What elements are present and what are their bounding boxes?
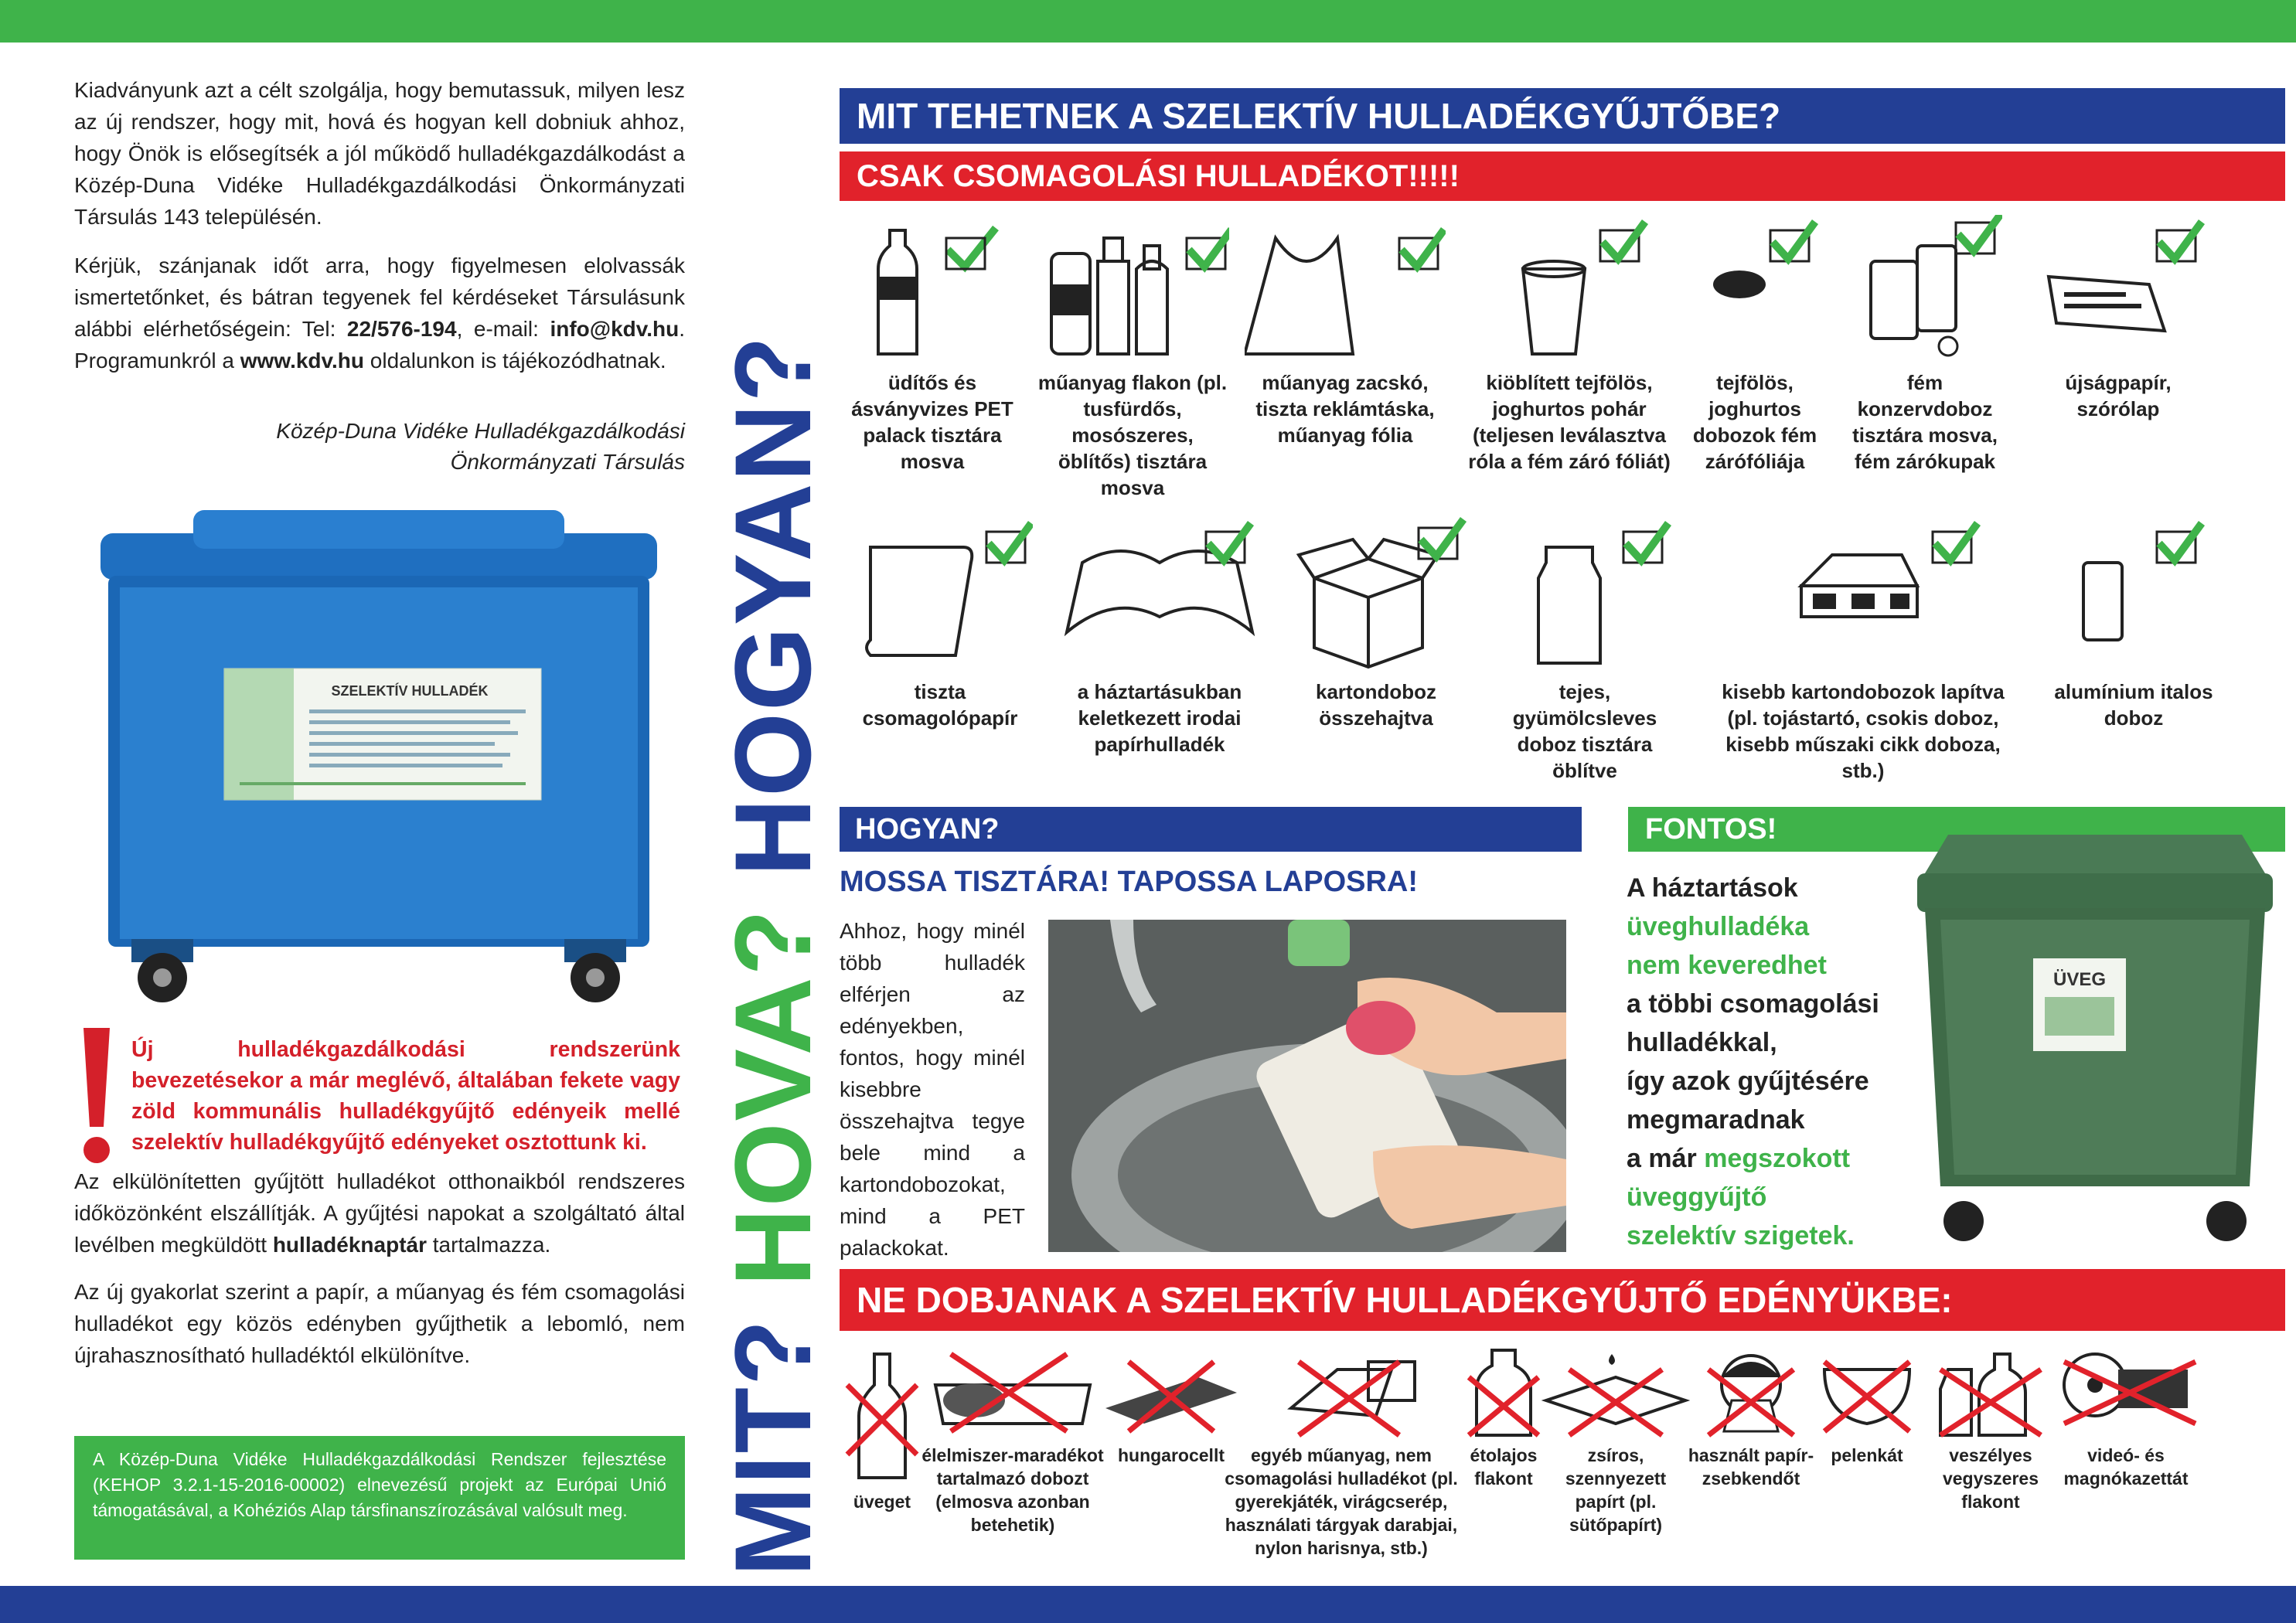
forbidden-label-9: videó- és magnókazettát [2063, 1445, 2189, 1489]
allowed-label-3: kiöblített tejfölös, joghurtos pohár (teljesen leválasztva róla a fém záró fóliát) [1468, 371, 1671, 473]
allowed-label-9: kartondoboz összehajtva [1316, 680, 1436, 730]
important-line-8-a: a már [1627, 1144, 1705, 1173]
important-line-1: A háztartások [1627, 873, 1798, 903]
forbidden-item-diaper [1809, 1346, 1925, 1467]
intro-paragraph-1: Kiadványunk azt a célt szolgálja, hogy bemutassuk, milyen lesz az új rendszer, hogy mit, hová és hogyan kell dobniuk ahhoz, hogy Önök is elősegítsék a jól működő hulladékgazdálkodást a Közép-Duna Vidéke Hulladékgazdálkodási Önkormányzati Társulás 143 településén. [74, 78, 685, 229]
greasy-paper-icon [1538, 1346, 1693, 1439]
website: www.kdv.hu [240, 349, 364, 373]
forbidden-item-tissue [1685, 1346, 1817, 1490]
collection-paragraph-1 [74, 1165, 685, 1261]
forbidden-item-glass [840, 1346, 925, 1513]
intro-text [74, 74, 685, 393]
forbidden-label-6: használt papír-zsebkendőt [1688, 1445, 1814, 1489]
diaper-icon [1809, 1346, 1925, 1439]
allowed-label-2: műanyag zacskó, tiszta reklámtáska, műanyag fólia [1255, 371, 1435, 447]
food-container-icon [920, 1346, 1105, 1439]
newspaper-icon [2025, 215, 2211, 362]
forbidden-label-8: veszélyes vegyszeres flakont [1942, 1445, 2039, 1512]
chemical-bottles-icon [1925, 1346, 2056, 1439]
important-line-7: megmaradnak [1627, 1105, 1805, 1135]
important-line-3: nem keveredhet [1627, 951, 1827, 980]
intro-p2-d: oldalunkon is tájékozódhatnak. [364, 349, 666, 373]
green-glass-bin-illustration [1902, 819, 2288, 1252]
aluminium-can-icon [2049, 516, 2219, 671]
phone-number: 22/576-194 [346, 317, 457, 341]
header-dont: NE DOBJANAK A SZELEKTÍV HULLADÉKGYŰJTŐ EDÉNYÜKBE: [840, 1269, 2285, 1331]
how-text: Ahhoz, hogy minél több hulladék elférjen az edényekben, fontos, hogy minél kisebbre összehajtva tegye bele mind a kartondobozokat, mind a PET palackokat. [840, 919, 1025, 1260]
blue-bin-illustration [85, 495, 673, 1005]
allowed-label-7: tiszta csomagolópapír [862, 680, 1018, 730]
allowed-label-1: műanyag flakon (pl. tusfürdős, mosószeres, öblítős) tisztára mosva [1037, 371, 1228, 499]
forbidden-item-other-plastic [1214, 1346, 1469, 1560]
title-word-mit: MIT? [712, 1318, 833, 1577]
forbidden-item-greasy-paper [1538, 1346, 1693, 1536]
yogurt-cup-icon [1453, 215, 1685, 362]
forbidden-label-1: élelmiszer-maradékot tartalmazó dobozt (elmosva azonban betehetik) [921, 1445, 1104, 1535]
allowed-item-office-paper [1051, 516, 1268, 757]
plastic-items-icon [1214, 1346, 1469, 1439]
allowed-label-5: fém konzervdoboz tisztára mosva, fém zárókupak [1852, 371, 1998, 473]
allowed-label-0: üdítős és ásványvizes PET palack tisztára mosva [851, 371, 1013, 473]
important-line-5: hulladékkal, [1627, 1028, 1777, 1057]
warning-text: Új hulladékgazdálkodási rendszerünk bevezetésekor a már meglévő, általában fekete vagy zöld kommunális hulladékgyűjtő edényeik mellé szelektív hulladékgyűjtő edényeket osztottunk ki. [131, 1037, 680, 1155]
exclamation-icon [77, 1028, 116, 1167]
allowed-item-small-boxes [1716, 516, 2010, 784]
forbidden-label-0: üveget [853, 1492, 911, 1512]
collection-p1-a: Az elkülönítetten gyűjtött hulladékot otthonaikból rendszeres időközönként elszállítják. A gyűjtési napokat a szolgáltató által levélben megküldött [74, 1169, 685, 1257]
collection-text [74, 1165, 685, 1387]
allowed-label-11: kisebb kartondobozok lapítva (pl. tojástartó, csokis doboz, kisebb műszaki cikk doboza, stb.) [1722, 680, 2005, 782]
pet-bottle-icon [847, 215, 1017, 362]
intro-p2-a: Kérjük, szánjanak időt arra, hogy figyelmesen elolvassák ismertetőnket, és bátran tegyenek fel kérdéseket Társulásunk alábbi elérhetőségein: Tel: [74, 253, 685, 341]
important-line-10: szelektív szigetek. [1627, 1221, 1855, 1250]
cardboard-box-icon [1283, 516, 1469, 671]
allowed-item-bag [1245, 215, 1446, 448]
bottom-blue-bar [0, 1586, 2296, 1623]
allowed-item-wrapping-paper [847, 516, 1033, 731]
milk-carton-icon [1492, 516, 1678, 671]
plastic-bottles-icon [1036, 215, 1229, 362]
calendar-term: hulladéknaptár [272, 1233, 427, 1257]
header-what: MIT TEHETNEK A SZELEKTÍV HULLADÉKGYŰJTŐBE? [840, 88, 2285, 144]
forbidden-item-chemicals [1925, 1346, 2056, 1513]
allowed-item-can [1848, 215, 2002, 475]
important-line-9: üveggyűjtő [1627, 1182, 1767, 1212]
sink-washing-photo [1048, 920, 1566, 1252]
how-subtitle: MOSSA TISZTÁRA! TAPOSSA LAPOSRA! [840, 866, 1419, 898]
important-line-4: a többi csomagolási [1627, 989, 1879, 1019]
forbidden-label-4: étolajos flakont [1470, 1445, 1538, 1489]
allowed-label-8: a háztartásukban keletkezett irodai papírhulladék [1077, 680, 1242, 756]
intro-p2-b: , e-mail: [456, 317, 550, 341]
title-word-hova: HOVA? [712, 907, 833, 1287]
signature-line-1: Közép-Duna Vidéke Hulladékgazdálkodási [276, 419, 685, 443]
allowed-label-12: alumínium italos doboz [2054, 680, 2213, 730]
important-line-2: üveghulladéka [1627, 912, 1810, 941]
allowed-item-foil [1678, 215, 1832, 475]
wrapping-paper-icon [847, 516, 1033, 671]
important-line-8 [1627, 1139, 1920, 1178]
allowed-item-newspaper [2025, 215, 2211, 422]
allowed-label-4: tejfölös, joghurtos dobozok fém zárófóliája [1692, 371, 1817, 473]
header-how: HOGYAN? [840, 807, 1582, 852]
egg-carton-icon [1716, 516, 2010, 671]
allowed-item-cardboard [1283, 516, 1469, 731]
plastic-bag-icon [1245, 215, 1446, 362]
signature-line-2: Önkormányzati Társulás [450, 450, 685, 474]
tin-can-icon [1848, 215, 2002, 362]
intro-paragraph-2 [74, 250, 685, 376]
important-line-6: így azok gyűjtésére [1627, 1067, 1869, 1096]
allowed-item-flacon [1036, 215, 1229, 501]
email-address: info@kdv.hu [550, 317, 680, 341]
header-important: FONTOS! [1628, 807, 2285, 852]
funding-box: A Közép-Duna Vidéke Hulladékgazdálkodási Rendszer fejlesztése (KEHOP 3.2.1-15-2016-00002) elnevezésű projekt az Európai Unió támogatásával, a Kohéziós Alap társfinanszírozásával valósult meg. [74, 1436, 685, 1560]
important-text [1627, 869, 1920, 1255]
important-line-8-b: megszokott [1704, 1144, 1851, 1173]
glass-bottle-icon [840, 1346, 925, 1485]
allowed-label-6: újságpapír, szórólap [2065, 371, 2172, 420]
forbidden-item-tapes [2049, 1346, 2203, 1490]
open-book-icon [1051, 516, 1268, 671]
allowed-item-aluminium-can [2049, 516, 2219, 731]
cd-and-cassette-icon [2049, 1346, 2203, 1439]
foil-lid-icon [1678, 215, 1832, 362]
forbidden-label-5: zsíros, szennyezett papírt (pl. sütőpapírt) [1565, 1445, 1667, 1535]
vertical-title [711, 62, 835, 1577]
collection-paragraph-2: Az új gyakorlat szerint a papír, a műanyag és fém csomagolási hulladékot egy közös edényben gyűjthetik a lebomló, nem újrahasznosítható hulladéktól elkülönítve. [74, 1280, 685, 1367]
allowed-item-milk-carton [1492, 516, 1678, 784]
forbidden-item-food-box [920, 1346, 1105, 1536]
header-only-packaging: CSAK CSOMAGOLÁSI HULLADÉKOT!!!!! [840, 151, 2285, 201]
top-green-bar [0, 0, 2296, 43]
forbidden-label-7: pelenkát [1831, 1445, 1903, 1465]
allowed-item-cup [1453, 215, 1685, 475]
forbidden-label-3: egyéb műanyag, nem csomagolási hulladékot (pl. gyerekjáték, virágcserép, használati tárgyak darabjai, nylon harisnya, stb.) [1225, 1445, 1458, 1558]
allowed-item-pet [847, 215, 1017, 475]
intro-p2-c: . Programunkról a [74, 317, 686, 373]
title-word-hogyan: HOGYAN? [712, 334, 833, 877]
allowed-label-10: tejes, gyümölcsleves doboz tisztára öblítve [1512, 680, 1657, 782]
person-blowing-nose-icon [1685, 1346, 1817, 1439]
bin-label-text: SZELEKTÍV HULLADÉK [331, 683, 489, 699]
signature [74, 416, 685, 478]
glass-label-text: ÜVEG [2052, 969, 2107, 990]
collection-p1-c: tartalmazza. [427, 1233, 551, 1257]
forbidden-label-2: hungarocellt [1117, 1445, 1225, 1465]
